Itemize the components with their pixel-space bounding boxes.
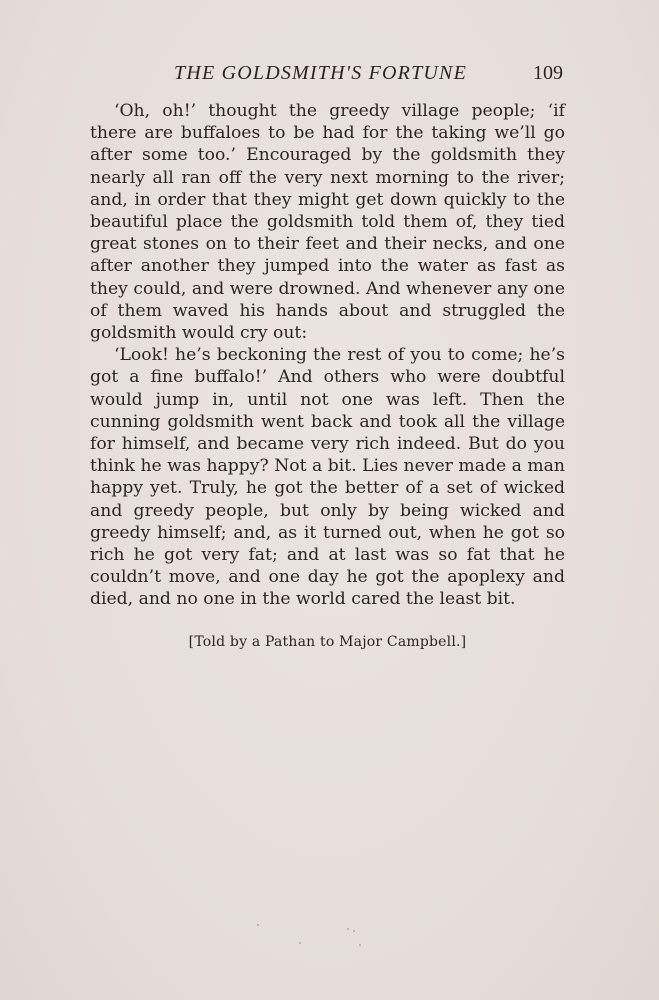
paper-speck: [299, 942, 301, 944]
paper-speck: [353, 930, 355, 932]
paragraph: ‘Look! he’s beckoning the rest of you to come; he’s got a fine buffalo!’ And others who were doubtful would jump in, until not one was left. Then the cunning goldsmith went back and took all the village for himself, and became very rich indeed. But do you think he was happy? Not a bit. Lies never made a man happy yet. Truly, he got the better of a set of wicked and greedy people, but only by being wicked and greedy himself; and, as it turned out, when he got so rich he got very fat; and at last was so fat that he couldn’t move, and one day he got the apoplexy and died, and no one in the world cared the least bit.: [90, 345, 565, 610]
paper-speck: [359, 944, 361, 946]
paragraph: ‘Oh, oh!’ thought the greedy village people; ‘if there are buffaloes to be had for the taking we’ll go after some too.’ Encouraged by the goldsmith they nearly all ran off the very next morning to the river; and, in order that they might get down quickly to the beautiful place the goldsmith told them of, they tied great stones on to their feet and their necks, and one after another they jumped into the water as fast as they could, and were drowned. And whenever any one of them waved his hands about and struggled the goldsmith would cry out:: [90, 101, 565, 344]
page-number: 109: [533, 62, 563, 84]
running-head: [90, 62, 565, 90]
source-note: [Told by a Pathan to Major Campbell.]: [188, 634, 467, 650]
running-title: THE GOLDSMITH'S FORTUNE: [174, 62, 468, 84]
paper-specks: [255, 920, 375, 950]
body-text: [90, 100, 565, 611]
paper-speck: [257, 924, 259, 926]
paper-speck: [347, 928, 349, 930]
